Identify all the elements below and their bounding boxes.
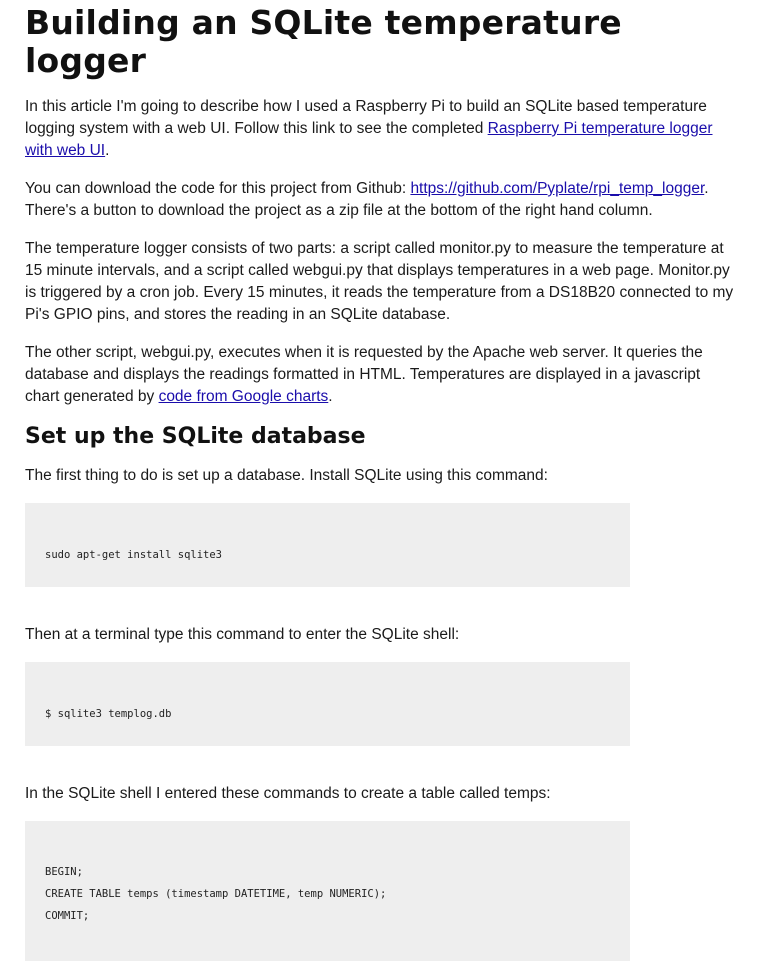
step2-text: Then at a terminal type this command to enter the SQLite shell: [25,626,460,643]
completed-logger-link[interactable]: Raspberry Pi temperature logger with web UI [25,120,713,159]
section-heading: Set up the SQLite database [25,424,366,449]
intro-text-end: . [105,142,110,159]
intro-paragraph [25,96,735,162]
step1-text: The first thing to do is set up a database. Install SQLite using this command: [25,467,548,484]
shell-command: $ sqlite3 templog.db [45,708,172,720]
code-line: CREATE TABLE temps (timestamp DATETIME, temp NUMERIC); [45,888,387,900]
shell-command-block [25,662,630,746]
webgui-text: The other script, webgui.py, executes when it is requested by the Apache web server. It queries the database and displays the readings formatted in HTML. Temperatures are displayed in a javascript chart generated by [25,344,703,405]
webgui-paragraph [25,342,735,408]
intro-text: In this article I'm going to describe how I used a Raspberry Pi to build an SQLite based temperature logging system with a web UI. Follow this link to see the completed [25,98,707,137]
parts-paragraph: The temperature logger consists of two parts: a script called monitor.py to measure the temperature at 15 minute intervals, and a script called webgui.py that displays temperatures in a web page. Monitor.py is triggered by a cron job. Every 15 minutes, it reads the temperature from a DS18B20 connected to my Pi's GPIO pins, and stores the reading in an SQLite database. [25,240,734,323]
download-text: You can download the code for this project from Github: [25,180,411,197]
step3-text: In the SQLite shell I entered these commands to create a table called temps: [25,785,551,802]
google-charts-link[interactable]: code from Google charts [158,388,329,405]
article [0,4,757,961]
github-link[interactable]: https://github.com/Pyplate/rpi_temp_logger [410,180,705,197]
page-title: Building an SQLite temperature logger [25,3,622,80]
create-table-block [25,821,630,961]
install-command: sudo apt-get install sqlite3 [45,549,223,561]
code-line: BEGIN; [45,866,83,878]
webgui-text-end: . [328,388,333,405]
download-text-end: . There's a button to download the project as a zip file at the bottom of the right hand column. [25,180,709,219]
install-command-block [25,503,630,587]
download-paragraph [25,178,735,222]
code-line: COMMIT; [45,910,90,922]
